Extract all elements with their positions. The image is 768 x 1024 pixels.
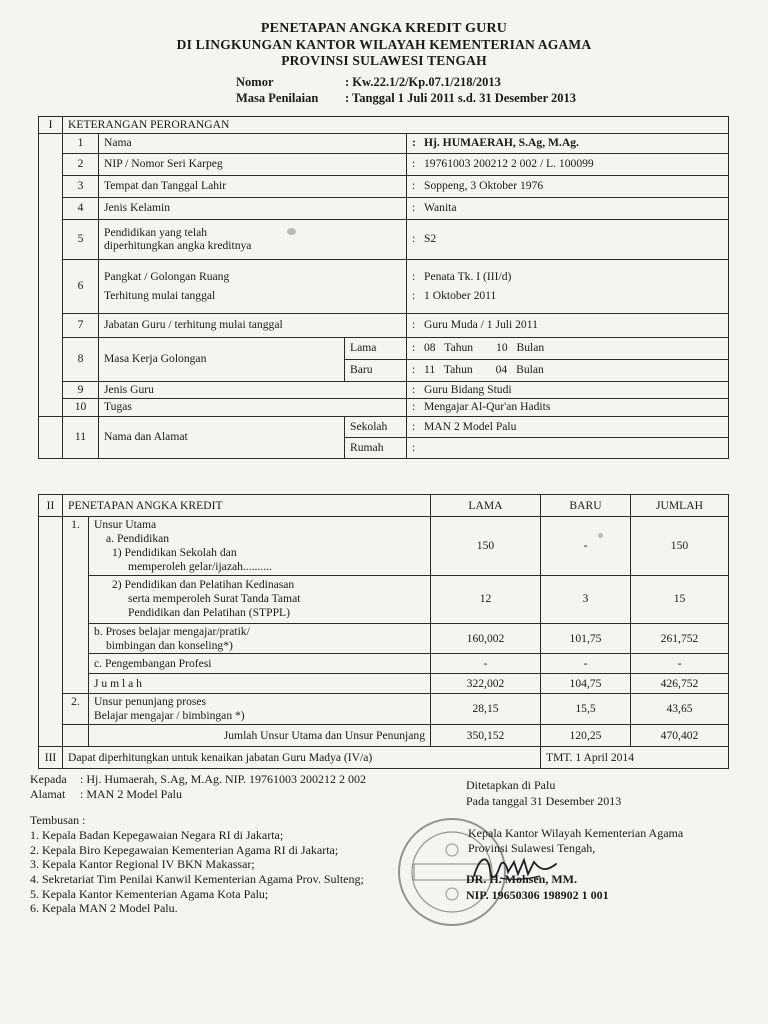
section-2-table xyxy=(38,494,729,769)
jumlah-lama: 322,002 xyxy=(431,674,541,694)
alamat-value: : MAN 2 Model Palu xyxy=(80,787,182,801)
tembusan-item: 1. Kepala Badan Kepegawaian Negara RI di Jakarta; xyxy=(30,828,284,842)
ink-smudge xyxy=(598,533,603,538)
pendidikan-label: a. Pendidikan xyxy=(106,531,170,545)
itemc-label: c. Pengembangan Profesi xyxy=(89,654,431,674)
row-no: 9 xyxy=(63,381,99,398)
row-label: Masa Kerja Golongan xyxy=(99,337,345,381)
section-2-gutter xyxy=(39,517,63,747)
col-jumlah-header: JUMLAH xyxy=(631,495,729,517)
unit-label: Tahun xyxy=(443,363,473,377)
ink-smudge xyxy=(287,228,296,235)
doc-subtitle-2: PROVINSI SULAWESI TENGAH xyxy=(281,53,487,68)
sub-label: Lama xyxy=(345,337,407,359)
row-no: 7 xyxy=(63,313,99,337)
kepada-value: : Hj. Humaerah, S.Ag, M.Ag. NIP. 19761003 200212 2 002 xyxy=(80,772,366,786)
sub-label: Sekolah xyxy=(345,416,407,437)
itemc-baru: - xyxy=(541,654,631,674)
row-no: 10 xyxy=(63,398,99,416)
tembusan-label: Tembusan : xyxy=(30,813,86,827)
row-label-line: Terhitung mulai tanggal xyxy=(104,289,216,303)
row-no: 2 xyxy=(63,153,99,175)
itemb-label: b. Proses belajar mengajar/pratik/ xyxy=(94,624,250,638)
penunjang-lama: 28,15 xyxy=(431,694,541,725)
row-label: Tempat dan Tanggal Lahir xyxy=(99,175,407,197)
row-no: 3 xyxy=(63,175,99,197)
tembusan-item: 5. Kepala Kantor Kementerian Agama Kota Palu; xyxy=(30,886,269,901)
section-2-title: PENETAPAN ANGKA KREDIT xyxy=(63,495,431,517)
item2-baru: 3 xyxy=(541,575,631,623)
kepada-label: Kepada xyxy=(30,772,67,786)
signer-title-1: Kepala Kantor Wilayah Kementerian Agama xyxy=(468,826,684,840)
sub-label: Rumah xyxy=(345,437,407,458)
tmt-pangkat-value: 1 Oktober 2011 xyxy=(424,289,497,303)
col-baru-header: BARU xyxy=(541,495,631,517)
section-1-gutter xyxy=(39,133,63,416)
penunjang-label: Belajar mengajar / bimbingan *) xyxy=(94,709,245,723)
jumlah-label: J u m l a h xyxy=(89,674,431,694)
doc-subtitle-1: DI LINGKUNGAN KANTOR WILAYAH KEMENTERIAN AGAMA xyxy=(176,37,592,52)
mk-baru-months: 04 xyxy=(495,363,508,377)
item1-baru: - xyxy=(541,517,631,576)
total-lama: 350,152 xyxy=(431,725,541,747)
section-1-roman: I xyxy=(39,117,63,134)
row-label: Jabatan Guru / terhitung mulai tanggal xyxy=(99,313,407,337)
jumlah-baru: 104,75 xyxy=(541,674,631,694)
unsur-utama-label: Unsur Utama xyxy=(94,518,157,531)
row-no: 5 xyxy=(63,219,99,259)
pada-tanggal: Pada tanggal 31 Desember 2013 xyxy=(466,794,622,808)
masa-penilaian-label: Masa Penilaian xyxy=(236,91,319,105)
section-3-tmt: TMT. 1 April 2014 xyxy=(541,747,729,769)
itemc-jumlah: - xyxy=(631,654,729,674)
tembusan-item: 4. Sekretariat Tim Penilai Kanwil Kementerian Agama Prov. Sulteng; xyxy=(30,871,364,886)
item2-jumlah: 15 xyxy=(631,575,729,623)
signer-title-2: Provinsi Sulawesi Tengah, xyxy=(468,841,596,855)
item2-label: Pendidikan dan Pelatihan (STPPL) xyxy=(128,606,290,620)
section-1-table: I KETERANGAN PERORANGAN 1 Nama : Hj. HUMAERAH, S.Ag, M.Ag. 2 NIP / Nomor Seri Karpeg : 19761003 200212 2 002 / L. 100099 3 Tempat dan Tanggal Lahir : Soppeng, 3 Oktober 1976 4 Jenis Kelamin : Wanita 5 Pendidikan yang telah diperhitungkan angka kreditnya : S2 6 Pangkat / Golongan Ruang Terhitung mulai tanggal : Penata Tk. I (III/d) : 1 Oktober 2011 7 Jabatan Guru / terhitung mulai tanggal : Guru Muda / 1 Juli 2011 8 Masa Kerja Golongan Lama : 08 Tahun 10 Bulan Baru : 11 Tahun 04 Bulan 9 Jenis Guru : Guru Bidang Studi 10 Tugas : Mengajar Al-Qur'an Hadits 11 Nama dan Alamat Sekolah : MAN 2 Model Palu Rumah : xyxy=(38,116,729,459)
row-no: 1 xyxy=(63,133,99,153)
jabatan-value: Guru Muda / 1 Juli 2011 xyxy=(424,318,538,332)
doc-title: PENETAPAN ANGKA KREDIT GURU xyxy=(260,21,508,36)
row-no: 6 xyxy=(63,259,99,313)
item1-label: memperoleh gelar/ijazah.......... xyxy=(128,559,272,573)
nip-value: 19761003 200212 2 002 / L. 100099 xyxy=(424,157,594,171)
signer-name: DR. H. Mohsen, MM. xyxy=(466,872,577,886)
unit-label: Bulan xyxy=(516,341,545,355)
penunjang-baru: 15,5 xyxy=(541,694,631,725)
item1-jumlah: 150 xyxy=(631,517,729,576)
row-label-line: diperhitungkan angka kreditnya xyxy=(104,239,252,253)
pendidikan-value: S2 xyxy=(424,232,437,246)
pangkat-value: Penata Tk. I (III/d) xyxy=(424,269,512,283)
jumlah-jumlah: 426,752 xyxy=(631,674,729,694)
total-no xyxy=(63,725,89,747)
itemb-baru: 101,75 xyxy=(541,623,631,654)
row-no: 4 xyxy=(63,197,99,219)
total-jumlah: 470,402 xyxy=(631,725,729,747)
nama-value: Hj. HUMAERAH, S.Ag, M.Ag. xyxy=(424,136,579,150)
item1-lama: 150 xyxy=(431,517,541,576)
section-1-title: KETERANGAN PERORANGAN xyxy=(63,117,729,134)
item1-label: 1) Pendidikan Sekolah dan xyxy=(112,545,237,559)
row-no: 11 xyxy=(63,416,99,458)
nomor-label: Nomor xyxy=(236,75,274,89)
tembusan-item: 2. Kepala Biro Kepegawaian Kementerian Agama RI di Jakarta; xyxy=(30,842,339,857)
col-lama-header: LAMA xyxy=(431,495,541,517)
item2-label: 2) Pendidikan dan Pelatihan Kedinasan xyxy=(112,578,295,592)
row-label xyxy=(99,219,407,259)
mk-lama-months: 10 xyxy=(496,341,508,355)
sub-label: Baru xyxy=(345,359,407,381)
section-3-text: Dapat diperhitungkan untuk kenaikan jabatan Guru Madya (IV/a) xyxy=(63,747,541,769)
row-label: Jenis Guru xyxy=(99,381,407,398)
row-label: Tugas xyxy=(99,398,407,416)
sekolah-value: MAN 2 Model Palu xyxy=(424,419,517,433)
alamat-label: Alamat xyxy=(30,787,66,801)
tembusan-item: 6. Kepala MAN 2 Model Palu. xyxy=(30,901,178,916)
section-2-roman: II xyxy=(39,495,63,517)
row-label-line: Pendidikan yang telah xyxy=(104,225,208,239)
mk-lama-years: 08 xyxy=(424,341,436,355)
total-label: Jumlah Unsur Utama dan Unsur Penunjang xyxy=(89,725,431,747)
row-label-line: Pangkat / Golongan Ruang xyxy=(104,269,230,283)
unit-label: Bulan xyxy=(516,363,544,377)
tugas-value: Mengajar Al-Qur'an Hadits xyxy=(424,400,551,414)
penunjang-jumlah: 43,65 xyxy=(631,694,729,725)
section-1-gutter-bottom xyxy=(39,416,63,458)
unit-label: Tahun xyxy=(444,341,474,355)
item2-label: serta memperoleh Surat Tanda Tamat xyxy=(128,592,301,606)
row-no: 8 xyxy=(63,337,99,381)
ditetapkan-di: Ditetapkan di Palu xyxy=(466,778,556,792)
row-label: Nama dan Alamat xyxy=(99,416,345,458)
masa-penilaian-value: : Tanggal 1 Juli 2011 s.d. 31 Desember 2013 xyxy=(345,91,577,105)
jenis-kelamin-value: Wanita xyxy=(424,201,457,215)
itemb-jumlah: 261,752 xyxy=(631,623,729,654)
row-label: NIP / Nomor Seri Karpeg xyxy=(99,153,407,175)
mk-baru-years: 11 xyxy=(424,363,436,377)
item2-lama: 12 xyxy=(431,575,541,623)
tembusan-list xyxy=(30,828,364,916)
item-no: 2. xyxy=(63,694,89,725)
nomor-value: : Kw.22.1/2/Kp.07.1/218/2013 xyxy=(345,75,501,89)
itemb-lama: 160,002 xyxy=(431,623,541,654)
penunjang-label: Unsur penunjang proses xyxy=(94,695,207,709)
jenis-guru-value: Guru Bidang Studi xyxy=(424,382,512,396)
item-no: 1. xyxy=(63,517,89,694)
row-label: Nama xyxy=(99,133,407,153)
ttl-value: Soppeng, 3 Oktober 1976 xyxy=(424,179,544,193)
tembusan-item: 3. Kepala Kantor Regional IV BKN Makassar; xyxy=(30,857,255,872)
total-baru: 120,25 xyxy=(541,725,631,747)
itemc-lama: - xyxy=(431,654,541,674)
section-3-roman: III xyxy=(39,747,63,769)
signer-nip: NIP. 19650306 198902 1 001 xyxy=(466,888,609,902)
row-label: Jenis Kelamin xyxy=(99,197,407,219)
itemb-label: bimbingan dan konseling*) xyxy=(106,638,233,652)
row-label xyxy=(99,259,407,313)
